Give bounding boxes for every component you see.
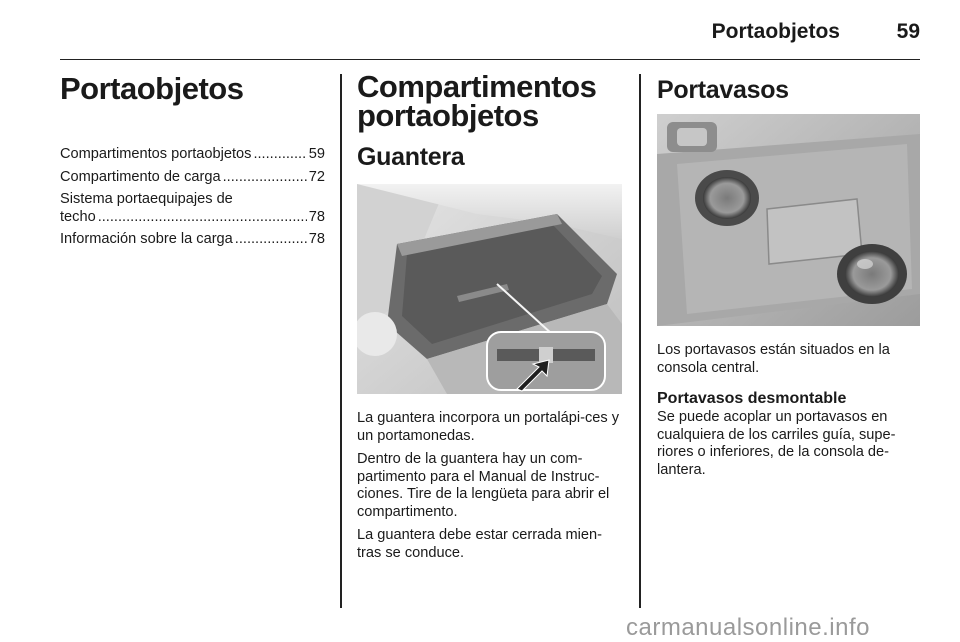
toc-entry-page: 78	[308, 231, 325, 247]
cupholder-photo	[657, 114, 920, 326]
column-divider	[340, 74, 342, 608]
toc-leader	[223, 169, 307, 187]
column-toc	[60, 72, 325, 254]
toc-entry-page: 59	[308, 146, 325, 162]
toc-entry[interactable]	[60, 146, 325, 164]
column-glovebox	[357, 69, 622, 562]
header-title: Portaobjetos	[711, 20, 840, 43]
glovebox-illustration	[357, 184, 622, 394]
toc-entry-text-line1: Sistema portaequipajes de	[60, 191, 233, 207]
paragraph: Dentro de la guantera hay un com-partimento para el Manual de Instruc-ciones. Tire de la lengüeta para abrir el compartimento.	[357, 451, 610, 520]
subsection-title: Portavasos desmontable	[657, 390, 847, 407]
page-number: 59	[896, 20, 920, 43]
paragraph: Los portavasos están situados en la consola central.	[657, 342, 890, 376]
section-title-line2: portaobjetos	[357, 98, 539, 133]
toc-entry-text: Compartimentos portaobjetos	[60, 146, 252, 162]
chapter-title: Portaobjetos	[60, 71, 244, 106]
toc-entry[interactable]	[60, 191, 325, 226]
section-title-line1: Compartimentos	[357, 69, 597, 104]
toc-entry-page: 78	[308, 208, 325, 225]
watermark: carmanualsonline.info	[626, 614, 870, 641]
toc-entry[interactable]	[60, 169, 325, 187]
toc-entry-text: Compartimento de carga	[60, 168, 221, 185]
column-divider	[639, 74, 641, 608]
cupholder-illustration	[657, 114, 920, 326]
toc-entry[interactable]	[60, 231, 325, 249]
toc-leader	[235, 231, 307, 249]
paragraph: La guantera debe estar cerrada mien-tras se conduce.	[357, 527, 603, 561]
glovebox-photo	[357, 184, 622, 394]
toc-leader	[253, 146, 306, 164]
paragraph: La guantera incorpora un portalápi-ces y un portamonedas.	[357, 410, 620, 444]
column-cupholders	[657, 72, 920, 479]
toc-leader	[98, 209, 307, 227]
section-title: Portavasos	[657, 76, 789, 104]
toc-entry-text: techo	[60, 208, 96, 225]
paragraph: Se puede acoplar un portavasos en cualquiera de los carriles guía, supe-riores o inferiores, de la consola de-lantera.	[657, 409, 896, 478]
toc-entry-page: 72	[308, 168, 325, 185]
table-of-contents	[60, 146, 325, 249]
page-header	[60, 14, 920, 60]
toc-entry-text: Información sobre la carga	[60, 231, 233, 247]
subsection-title: Guantera	[357, 143, 465, 171]
